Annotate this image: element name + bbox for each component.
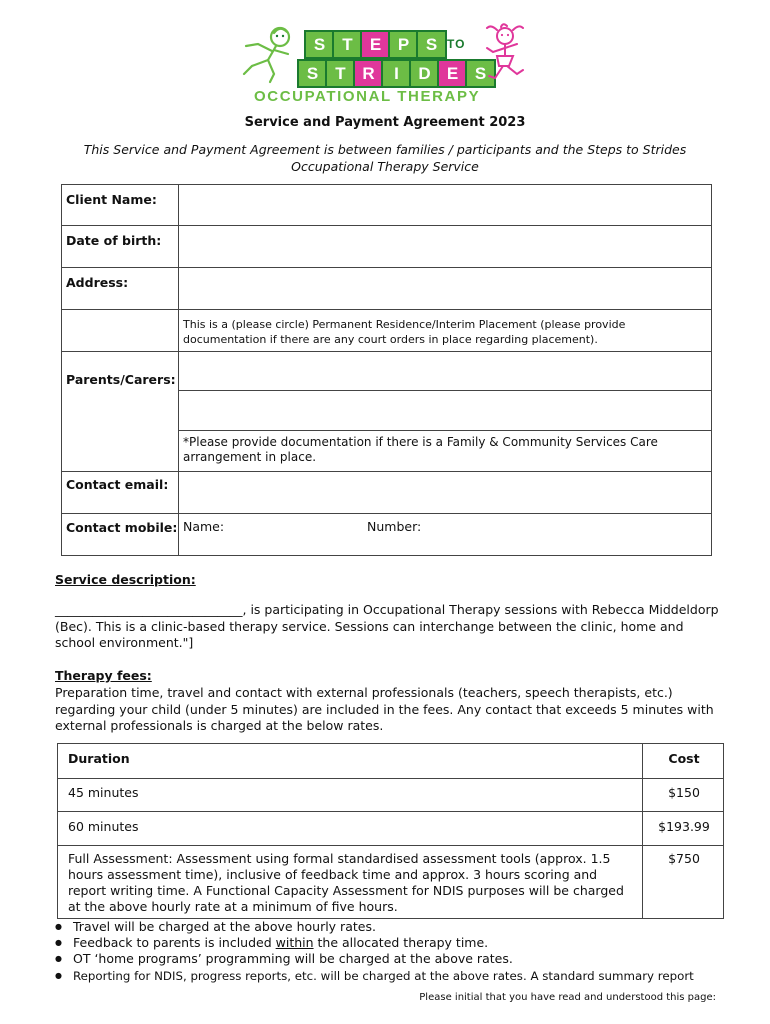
- service-description: , is participating in Occupational Therapy sessions with Rebecca Middeldorp (Bec). This is a clinic-based therapy service. Sessions can interchange between the clinic, home and school environment."]: [55, 602, 719, 650]
- table-divider: [178, 430, 711, 431]
- fees-heading: Therapy fees:: [55, 668, 152, 683]
- mobile-name-label: Name:: [183, 519, 225, 534]
- initial-prompt: Please initial that you have read and understood this page:: [419, 992, 716, 1003]
- address-label: Address:: [66, 275, 129, 290]
- table-divider: [58, 845, 723, 846]
- fee-row-cost: $193.99: [658, 819, 710, 834]
- logo-tile: S: [416, 30, 447, 59]
- page-title: Service and Payment Agreement 2023: [244, 115, 526, 130]
- service-blank: ______________________________: [55, 602, 243, 617]
- logo-tile: E: [437, 59, 468, 88]
- fee-row-cost: $150: [668, 785, 700, 800]
- list-item-text: the allocated therapy time.: [313, 935, 489, 951]
- list-item: ● Reporting for NDIS, progress reports, etc. will be charged at the above rates. A standard summary report: [54, 968, 734, 984]
- fcs-note: *Please provide documentation if there is a Family & Community Services Care arrangement in place.: [183, 435, 658, 464]
- logo-tile: T: [325, 59, 356, 88]
- fee-row-duration: 60 minutes: [68, 819, 139, 834]
- logo-tile: R: [353, 59, 384, 88]
- logo-tile: E: [360, 30, 391, 59]
- underlined-word: within: [275, 935, 314, 951]
- client-name-label: Client Name:: [66, 192, 157, 207]
- contact-mobile-label: Contact mobile:: [66, 520, 178, 535]
- address-field[interactable]: [179, 268, 711, 309]
- service-text: [55, 602, 720, 652]
- list-item: ● Travel will be charged at the above hourly rates.: [54, 919, 734, 935]
- residence-note: This is a (please circle) Permanent Residence/Interim Placement (please provide documentation if there are any court orders in place regarding placement).: [183, 318, 626, 346]
- logo-tile: P: [388, 30, 419, 59]
- fee-row-duration: 45 minutes: [68, 785, 139, 800]
- logo-tile: T: [332, 30, 363, 59]
- fee-row-duration: Full Assessment: Assessment using formal standardised assessment tools (approx. 1.5 hours assessment time), inclusive of feedback time and approx. 3 hours scoring and report writing time. A Functional Capacity Assessment for NDIS purposes will be charged at the above hourly rate at a minimum of five hours.: [68, 851, 624, 914]
- client-name-field[interactable]: [179, 186, 711, 225]
- fee-notes-list: [54, 919, 734, 984]
- list-item-text: Feedback to parents is included: [73, 935, 276, 951]
- table-divider: [58, 811, 723, 812]
- table-divider: [58, 778, 723, 779]
- girl-figure-icon: [481, 22, 533, 84]
- fees-table: [57, 743, 724, 919]
- logo-tile: I: [381, 59, 412, 88]
- fees-text: Preparation time, travel and contact with external professionals (teachers, speech therapists, etc.) regarding your child (under 5 minutes) are included in the fees. Any contact that exceeds 5 minutes with external professionals is charged at the below rates.: [55, 685, 714, 733]
- cost-header: Cost: [668, 751, 700, 766]
- logo-tile: D: [409, 59, 440, 88]
- mobile-number-label: Number:: [367, 519, 422, 534]
- boy-figure-icon: [238, 24, 300, 84]
- list-item: ● OT ‘home programs’ programming will be charged at the above rates.: [54, 951, 734, 967]
- parent-1-field[interactable]: [179, 352, 711, 390]
- dob-field[interactable]: [179, 226, 711, 267]
- duration-header: Duration: [68, 751, 130, 766]
- logo-tile: S: [465, 59, 496, 88]
- dob-label: Date of birth:: [66, 233, 162, 248]
- fee-row-cost: $750: [668, 851, 700, 866]
- parents-label: Parents/Carers:: [66, 372, 176, 387]
- intro-text: This Service and Payment Agreement is between families / participants and the Steps to Strides Occupational Therapy Service: [83, 142, 687, 174]
- logo-subtitle: OCCUPATIONAL THERAPY: [254, 88, 481, 105]
- service-heading: Service description:: [55, 572, 196, 587]
- logo-tile: S: [297, 59, 328, 88]
- contact-email-label: Contact email:: [66, 477, 169, 492]
- table-divider: [62, 309, 711, 310]
- client-details-table: [61, 184, 712, 556]
- parent-2-field[interactable]: [179, 391, 711, 430]
- logo-to: TO: [447, 37, 466, 51]
- logo: [0, 18, 770, 110]
- logo-tile: S: [304, 30, 335, 59]
- contact-email-field[interactable]: [179, 472, 711, 513]
- table-divider: [62, 513, 711, 514]
- list-item: [54, 935, 734, 951]
